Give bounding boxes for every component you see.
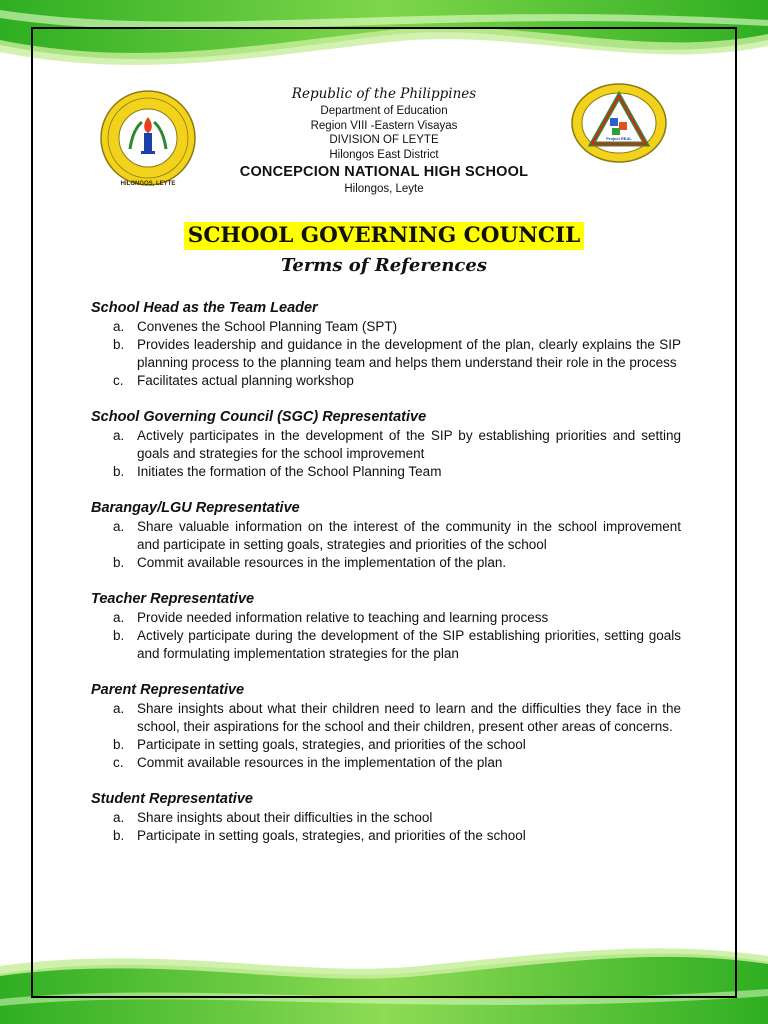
item-letter: b. <box>113 828 125 843</box>
list-item <box>91 609 681 627</box>
section-sgc-representative <box>91 407 681 481</box>
document-title: SCHOOL GOVERNING COUNCIL <box>184 222 584 250</box>
item-letter: a. <box>113 319 125 334</box>
list-item <box>91 627 681 663</box>
item-text: Actively participates in the development of the SIP by establishing priorities and setting goals and strategies for the school improvement <box>137 428 681 461</box>
district-line: Hilongos East District <box>329 148 439 161</box>
section-title: Teacher Representative <box>91 591 255 607</box>
item-text: Participate in setting goals, strategies, and priorities of the school <box>137 828 526 843</box>
item-letter: b. <box>113 555 125 570</box>
title-block <box>0 222 768 250</box>
section-parent-representative <box>91 680 681 772</box>
item-letter: a. <box>113 701 125 716</box>
town-line: Hilongos, Leyte <box>344 183 424 195</box>
list-item <box>91 427 681 463</box>
list-item <box>91 463 681 481</box>
department-line: Department of Education <box>320 105 448 117</box>
section-title: Student Representative <box>91 791 253 807</box>
item-text: Provides leadership and guidance in the development of the plan, clearly explains the SIP planning process to the planning team and helps them understand their role in the process <box>137 337 681 370</box>
list-item <box>91 336 681 372</box>
letterhead <box>0 84 768 197</box>
item-text: Commit available resources in the implementation of the plan. <box>137 555 507 570</box>
item-letter: b. <box>113 464 125 479</box>
item-text: Actively participate during the development of the SIP establishing priorities, setting goals and formulating implementation strategies for the plan <box>137 628 681 661</box>
item-letter: c. <box>113 373 124 388</box>
section-title: School Governing Council (SGC) Representative <box>91 409 427 425</box>
list-item <box>91 554 681 572</box>
item-text: Share insights about their difficulties in the school <box>137 810 433 825</box>
item-letter: b. <box>113 737 125 752</box>
section-title: Barangay/LGU Representative <box>91 500 300 516</box>
document-subtitle: Terms of References <box>281 255 487 276</box>
list-item <box>91 700 681 736</box>
logo-inner-lettering: Project REAL <box>606 136 632 141</box>
division-line: DIVISION OF LEYTE <box>329 134 439 146</box>
region-line: Region VIII -Eastern Visayas <box>310 119 458 132</box>
section-student-representative <box>91 789 681 845</box>
item-letter: c. <box>113 755 124 770</box>
item-letter: b. <box>113 337 125 352</box>
item-letter: a. <box>113 810 125 825</box>
list-item <box>91 518 681 554</box>
school-name: CONCEPCION NATIONAL HIGH SCHOOL <box>239 164 529 180</box>
item-text: Convenes the School Planning Team (SPT) <box>137 319 398 334</box>
item-text: Share insights about what their children need to learn and the difficulties they face in the school, their aspirations for the school and their children, present other areas of concerns. <box>137 701 681 734</box>
list-item <box>91 736 681 754</box>
section-school-head <box>91 298 681 390</box>
section-barangay-representative <box>91 498 681 572</box>
republic-line: Republic of the Philippines <box>291 86 477 102</box>
list-item <box>91 754 681 772</box>
item-letter: b. <box>113 628 125 643</box>
item-letter: a. <box>113 428 125 443</box>
item-text: Facilitates actual planning workshop <box>137 373 354 388</box>
list-item <box>91 372 681 390</box>
item-text: Commit available resources in the implementation of the plan <box>137 755 503 770</box>
list-item <box>91 809 681 827</box>
item-text: Share valuable information on the interest of the community in the school improvement and participate in setting goals, strategies and priorities of the school <box>137 519 681 552</box>
section-teacher-representative <box>91 589 681 663</box>
item-letter: a. <box>113 519 125 534</box>
item-text: Provide needed information relative to teaching and learning process <box>137 610 549 625</box>
terms-content <box>91 298 681 862</box>
section-title: School Head as the Team Leader <box>91 300 318 316</box>
list-item <box>91 827 681 845</box>
item-text: Initiates the formation of the School Planning Team <box>137 464 442 479</box>
list-item <box>91 318 681 336</box>
item-letter: a. <box>113 610 125 625</box>
section-title: Parent Representative <box>91 682 245 698</box>
item-text: Participate in setting goals, strategies, and priorities of the school <box>137 737 526 752</box>
seal-lettering: HILONGOS, LEYTE <box>120 181 176 187</box>
